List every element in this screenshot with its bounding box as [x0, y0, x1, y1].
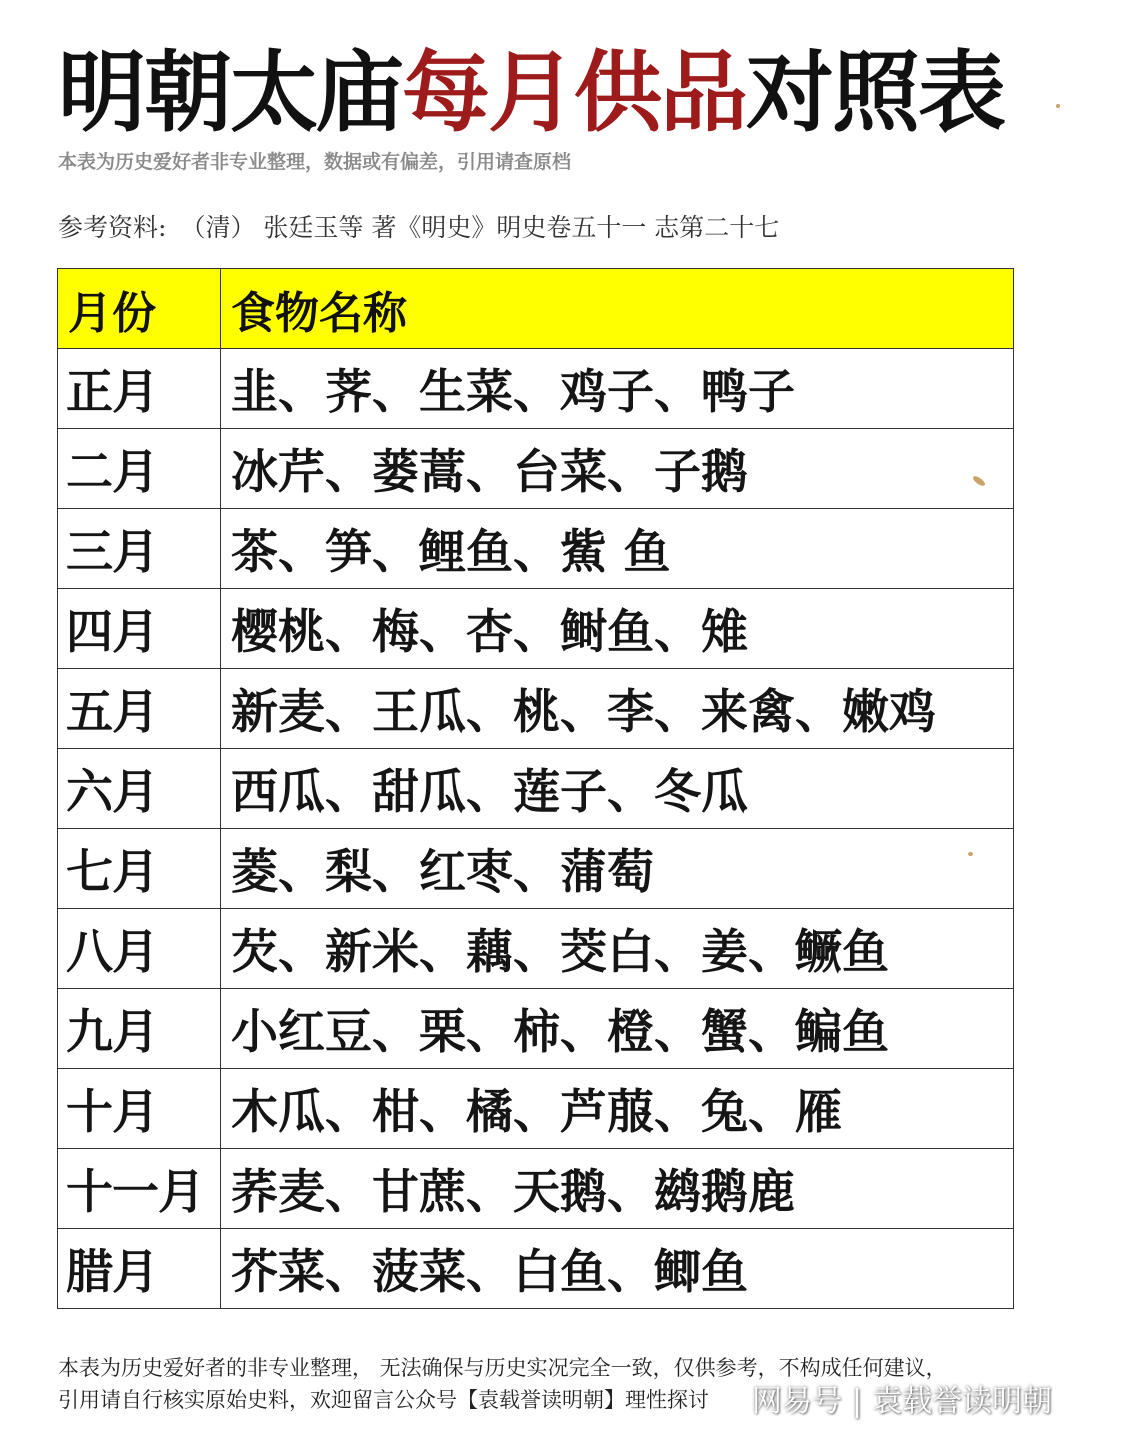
table-row: [58, 1149, 1014, 1229]
month-cell: 正月: [58, 349, 221, 429]
footer-line-2: 引用请自行核实原始史料，欢迎留言公众号【袁载誉读明朝】理性探讨: [58, 1388, 709, 1412]
watermark-author: 袁载誉读明朝: [872, 1384, 1053, 1419]
food-cell: 新麦、王瓜、桃、李、来禽、嫩鸡: [221, 669, 1014, 749]
food-cell: 樱桃、梅、杏、鲥鱼、雉: [221, 589, 1014, 669]
table-row: [58, 749, 1014, 829]
footer-line-1: 本表为历史爱好者的非专业整理， 无法确保与历史实况完全一致，仅供参考，不构成任何建议，: [58, 1356, 947, 1380]
month-cell: 十月: [58, 1069, 221, 1149]
title-part-3: 对照表: [746, 41, 1005, 144]
table-header-row: [58, 269, 1014, 349]
food-cell: 木瓜、柑、橘、芦菔、兔、雁: [221, 1069, 1014, 1149]
food-cell: 西瓜、甜瓜、莲子、冬瓜: [221, 749, 1014, 829]
month-cell: 二月: [58, 429, 221, 509]
table-row: [58, 509, 1014, 589]
page-title: [58, 38, 1004, 148]
watermark-platform: 网易号: [752, 1384, 842, 1419]
reference-line: [58, 210, 779, 246]
month-cell: 三月: [58, 509, 221, 589]
month-cell: 四月: [58, 589, 221, 669]
watermark-separator: |: [852, 1384, 863, 1419]
food-cell: 韭、荠、生菜、鸡子、鸭子: [221, 349, 1014, 429]
month-cell: 八月: [58, 909, 221, 989]
month-cell: 腊月: [58, 1229, 221, 1309]
month-cell: 九月: [58, 989, 221, 1069]
title-part-2-highlight: 每月供品: [402, 41, 747, 144]
table-row: [58, 1069, 1014, 1149]
food-cell: 小红豆、栗、柿、橙、蟹、鳊鱼: [221, 989, 1014, 1069]
food-cell: 冰芹、蒌蒿、台菜、子鹅: [221, 429, 1014, 509]
table-row: [58, 349, 1014, 429]
table-row: [58, 829, 1014, 909]
month-cell: 七月: [58, 829, 221, 909]
disclaimer-subtitle: 本表为历史爱好者非专业整理，数据或有偏差，引用请查原档: [58, 151, 572, 173]
table-row: [58, 909, 1014, 989]
table-row: [58, 1229, 1014, 1309]
table-row: [58, 429, 1014, 509]
decorative-speck: [968, 852, 973, 856]
table-row: [58, 589, 1014, 669]
decorative-speck: [1056, 104, 1060, 108]
food-cell: 荞麦、甘蔗、天鹅、鹚鹅鹿: [221, 1149, 1014, 1229]
food-cell: 菱、梨、红枣、蒲萄: [221, 829, 1014, 909]
reference-label: 参考资料:: [58, 213, 167, 242]
table-row: [58, 989, 1014, 1069]
month-cell: 五月: [58, 669, 221, 749]
food-cell: 芥菜、菠菜、白鱼、鲫鱼: [221, 1229, 1014, 1309]
table-row: [58, 669, 1014, 749]
offerings-table: [57, 268, 1014, 1309]
food-cell: 茶、笋、鲤鱼、鮆 鱼: [221, 509, 1014, 589]
watermark: [752, 1382, 1052, 1422]
month-cell: 六月: [58, 749, 221, 829]
reference-source: （清） 张廷玉等 著《明史》明史卷五十一 志第二十七: [180, 213, 780, 242]
title-part-1: 明朝太庙: [58, 41, 403, 144]
food-cell: 芡、新米、藕、茭白、姜、鳜鱼: [221, 909, 1014, 989]
header-food: 食物名称: [221, 269, 1014, 349]
month-cell: 十一月: [58, 1149, 221, 1229]
header-month: 月份: [58, 269, 221, 349]
